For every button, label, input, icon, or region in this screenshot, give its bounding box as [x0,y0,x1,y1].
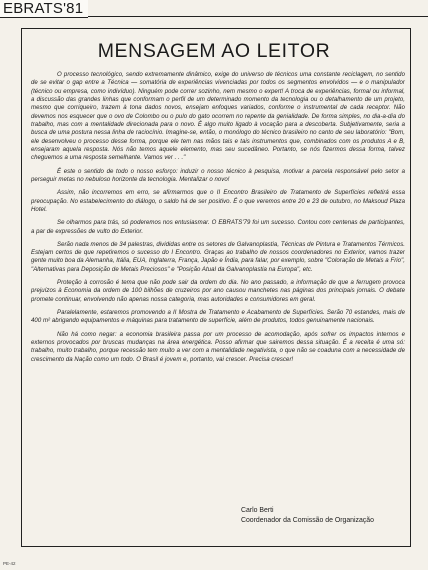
paragraph: Assim, não incorremos em erro, se afirmarmos que o II Encontro Brasileiro de Tratamento de Superfícies refletirá essa preocupação. No estabelecimento do diálogo, o saldo há de ser positivo. É o que veremos entre 20 e 23 de outubro, no Maksoud Plaza Hotel. [31,190,405,213]
top-rule [88,16,428,17]
paragraph: Se olharmos para trás, só poderemos nos entusiasmar. O EBRATS'79 foi um sucesso. Contou com centenas de participantes, a par de expressões de vulto do Exterior. [31,220,405,235]
signature-name: Carlo Berti [241,507,274,514]
signature-block [241,506,374,526]
paragraph: Paralelamente, estaremos promovendo a II Mostra de Tratamento e Acabamento de Superfícies. Serão 70 estandes, mais de 400 m² abrigando equipamentos e máquinas para tratamento de superfície, além de produtos, todos genuinamente nacionais. [31,309,405,325]
paragraph: Não há como negar: a economia brasileira passa por um processo de acomodação, após sofrer os impactos internos e externos provocados por bruscas mudanças na área energética. Posso afirmar que sairemos dessa situação. É a receita é uma só: trabalho, muito trabalho, porque recessão tem muito a ver com a mentalidade negativista, o que não se coaduna com a necessidade de crescimento da Nação como um todo. O Brasil é jovem e, portanto, vai crescer. Precisa crescer! [31,331,405,363]
header-title: EBRATS'81 [3,0,84,17]
article-body [31,71,405,369]
paragraph: Serão nada menos de 34 palestras, divididas entre os setores de Galvanoplastia, Técnicas de Pintura e Tratamentos Térmicos. Estejam certos de que repetiremos o sucesso do I Encontro. Graças ao trabalho de nossos coordenadores no Exterior, vamos trazer gente muito boa da Alemanha, Itália, EUA, Inglaterra, França, Japão e Índia, para falar, por exemplo, sobre "Coloração de Metais a Frio", "Alternativas para Deposição de Metais Preciosos" e "Posição Atual da Galvanoplastia na Europa", etc. [31,241,405,273]
article-title: MENSAGEM AO LEITOR [97,40,331,62]
paragraph: O processo tecnológico, sendo extremamente dinâmico, exige do universo de técnicos uma constante reciclagem, no sentido de se evitar o gap entre a Técnica — somatória de experiências vivenciadas por todos os segmentos envolvidos — e o manipulador (técnico ou empresa, como indivíduo). Ninguém pode correr sozinho, nem mesmo o expert! A troca de experiências, formal ou informal, a discussão das grandes linhas que conformam o perfil de um determinado momento da tecnologia ou o detalhamento de um projeto, mesmo que corriqueiro, trazem à tona dados novos, ensejam enfoques variados, conforme o instrumental de cada receptor. Não devemos nos esquecer que o ovo de Colombo ou o pulo do gato ocorrem no repente da genialidade. De forma simples, no dia-a-dia do trabalho, mas com a mentalidade direcionada para o novo. É algo muito ligado à vocação para a descoberta. Subjetivamente, seria a busca de uma postura nessa linha de raciocínio. Imagine-se, então, o monólogo do técnico brasileiro no canto de seu laboratório: "Bom, ele desenvolveu o processo desse forma, porque ele tem nas mãos tais e tais instrumentos que, combinados com os produtos A e B, ensejaram aquela resposta. Nós não temos aquele elemento, mas seu sucedâneo. Portanto, se nós fizermos dessa forma, talvez cheguemos a uma resposta semelhante. Vamos ver . . ." [31,72,405,162]
paragraph: Proteção à corrosão é tema que não pode sair da ordem do dia. No ano passado, a informação de que a ferrugem provoca prejuízos à Economia da ordem de 100 bilhões de cruzeiros por ano causou manchetes nas páginas dos principais jornais. O debate promete continuar, envolvendo não apenas nossa categoria, mas autoridades e consumidores em geral. [31,280,405,303]
signature-role: Coordenador da Comissão de Organização [241,517,374,524]
header-tab [0,0,88,18]
page-code: PE-42 [3,561,16,566]
paragraph: É este o sentido de todo o nosso esforço: induzir o nosso técnico à pesquisa, motivar a parcela responsável pelo setor a perseguir metas no nebuloso horizonte da tecnologia. Mentalizar o novo! [31,168,405,184]
